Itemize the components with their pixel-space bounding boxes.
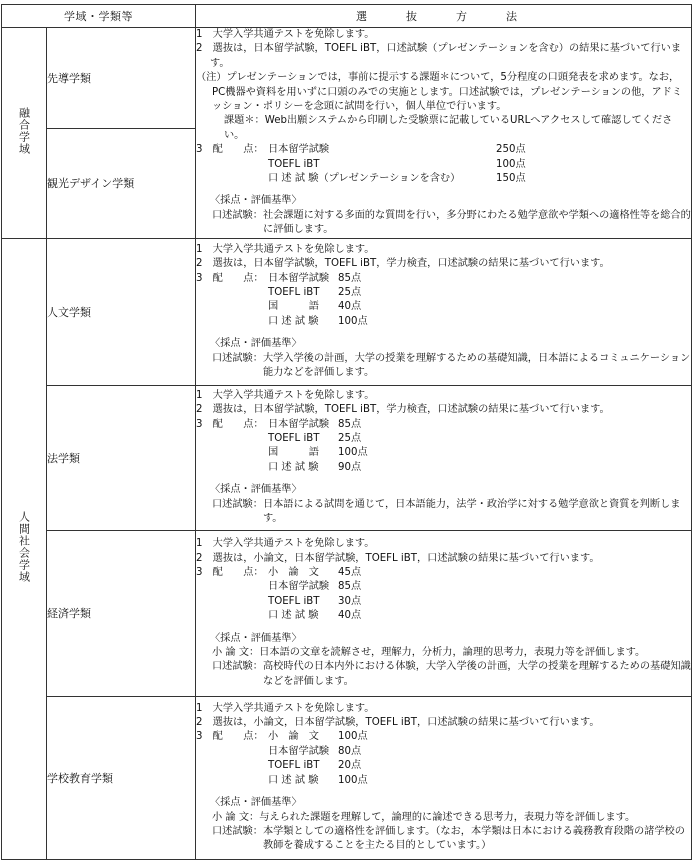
points-label: 3 配 点： xyxy=(196,731,264,743)
department-name: 学校教育学類 xyxy=(47,771,113,785)
points-name: 口 述 試 験 xyxy=(268,610,319,622)
criteria-key: 小 論 文： xyxy=(212,811,260,823)
points-row xyxy=(196,745,691,759)
method-cell-jinbun xyxy=(196,238,692,385)
criteria-row xyxy=(212,811,691,825)
method-note-task: 課題＊：Web出願システムから印刷した受験票に記載しているURLへアクセスして確認してください。 xyxy=(224,115,673,141)
method-item: 2 選抜は，日本留学試験，TOEFL iBT，口述試験（プレゼンテーションを含む）の結果に基づいて行います。 xyxy=(196,43,682,69)
points-row xyxy=(196,774,691,788)
criteria-row xyxy=(212,352,691,381)
criteria-row xyxy=(212,646,691,660)
points-name: 口 述 試 験 xyxy=(268,461,319,473)
method-cell-keizai xyxy=(196,530,692,696)
criteria-title: 〈採点・評価基準〉 xyxy=(210,484,302,496)
points-value: 100点 xyxy=(496,158,526,170)
points-value: 80点 xyxy=(338,745,362,757)
points-row xyxy=(196,272,691,286)
criteria-key: 口述試験： xyxy=(212,209,263,221)
criteria-title: 〈採点・評価基準〉 xyxy=(210,338,302,350)
points-name: TOEFL iBT xyxy=(268,287,320,299)
faculty-name: 人間社会学域 xyxy=(17,511,31,584)
points-row xyxy=(196,446,691,460)
method-item: 2 選抜は，日本留学試験，TOEFL iBT，学力検査，口述試験の結果に基づいて行います。 xyxy=(196,258,610,270)
criteria-list xyxy=(196,498,691,527)
points-value: 25点 xyxy=(338,287,362,299)
points-value: 30点 xyxy=(338,595,362,607)
method-item: 2 選抜は，日本留学試験，TOEFL iBT，学力検査，口述試験の結果に基づいて行います。 xyxy=(196,404,610,416)
method-item: 1 大学入学共通テストを免除します。 xyxy=(196,29,375,40)
criteria-title: 〈採点・評価基準〉 xyxy=(210,797,302,809)
method-cell-hogaku xyxy=(196,385,692,530)
points-row xyxy=(196,759,691,773)
faculty-name: 融合学域 xyxy=(17,107,31,156)
criteria-row xyxy=(212,209,691,238)
points-name: TOEFL iBT xyxy=(268,433,320,445)
points-value: 20点 xyxy=(338,760,362,772)
criteria-list xyxy=(196,352,691,381)
criteria-text: 日本語の文章を読解させ，理解力，分析力，論理的思考力，表現力等を評価します。 xyxy=(259,647,646,658)
criteria-key: 口述試験： xyxy=(212,498,263,510)
criteria-text: 本学類としての適格性を評価します。（なお，本学類は日本における義務教育段階の諸学校の教師を養成することを主たる目的としています。） xyxy=(262,825,685,852)
criteria-text: 日本語による試問を通じて，日本語能力，法学・政治学に対する勉学意欲と資質を判断します。 xyxy=(262,498,681,525)
points-row xyxy=(196,315,691,329)
method-note: （注）プレゼンテーションでは，事前に提示する課題＊について，5分程度の口頭発表を求めます。なお，PC機器や資料を用いずに口頭のみでの実施とします。口述試験では，プレゼンテーションの他，アドミッション・ポリシーを念頭に試問を行い，個人単位で行います。 xyxy=(196,72,683,113)
criteria-row xyxy=(212,498,691,527)
points-label: 3 配 点： xyxy=(196,566,264,578)
points-value: 25点 xyxy=(338,433,362,445)
department-name: 人文学類 xyxy=(47,305,91,319)
points-label: 3 配 点： xyxy=(196,144,264,156)
points-row xyxy=(196,432,691,446)
points-name: 日本留学試験 xyxy=(268,144,330,156)
points-name: 日本留学試験 xyxy=(268,418,330,430)
points-value: 85点 xyxy=(338,418,362,430)
method-item: 1 大学入学共通テストを免除します。 xyxy=(196,243,375,255)
table-row xyxy=(2,238,692,385)
criteria-title: 〈採点・評価基準〉 xyxy=(210,195,302,207)
points-name: 国 語 xyxy=(268,447,319,459)
method-item: 1 大学入学共通テストを免除します。 xyxy=(196,702,375,714)
table-row xyxy=(2,28,692,129)
criteria-text: 与えられた課題を理解して，論理的に論述できる思考力，表現力等を評価します。 xyxy=(259,811,636,823)
points-value: 250点 xyxy=(496,144,526,156)
table-row xyxy=(2,696,692,859)
points-row xyxy=(196,172,691,186)
points-name: 小 論 文 xyxy=(268,566,319,578)
criteria-list xyxy=(196,811,691,854)
criteria-row xyxy=(212,660,691,689)
method-cell-sendo xyxy=(196,28,692,239)
points-value: 100点 xyxy=(338,447,368,459)
points-row xyxy=(196,566,691,580)
points-name: 口 述 試 験（プレゼンテーションを含む） xyxy=(268,173,461,185)
table-row xyxy=(2,385,692,530)
criteria-row xyxy=(212,825,691,854)
points-value: 45点 xyxy=(338,566,362,578)
department-cell xyxy=(47,28,196,129)
points-name: 口 述 試 験 xyxy=(268,774,319,786)
points-name: 日本留学試験 xyxy=(268,745,330,757)
points-row xyxy=(196,286,691,300)
criteria-text: 社会課題に対する多面的な質問を行い，多分野にわたる勉学意欲や学類への適格性等を総合的に評価します。 xyxy=(262,209,691,236)
table-row xyxy=(2,530,692,696)
points-name: 日本留学試験 xyxy=(268,272,330,284)
points-name: TOEFL iBT xyxy=(268,158,320,170)
points-name: 日本留学試験 xyxy=(268,581,330,593)
method-item: 1 大学入学共通テストを免除します。 xyxy=(196,389,375,401)
points-row xyxy=(196,595,691,609)
selection-method-table xyxy=(1,4,692,860)
header-faculty: 学域・学類等 xyxy=(2,5,196,28)
points-row xyxy=(196,580,691,594)
points-value: 90点 xyxy=(338,461,362,473)
criteria-key: 口述試験： xyxy=(212,661,263,673)
criteria-key: 口述試験： xyxy=(212,825,263,837)
points-label: 3 配 点： xyxy=(196,272,264,284)
points-value: 100点 xyxy=(338,731,368,743)
points-value: 85点 xyxy=(338,581,362,593)
method-item: 1 大学入学共通テストを免除します。 xyxy=(196,538,375,550)
points-value: 150点 xyxy=(496,173,526,185)
header-method: 選 抜 方 法 xyxy=(196,5,692,28)
points-label: 3 配 点： xyxy=(196,418,264,430)
criteria-key: 小 論 文： xyxy=(212,647,260,658)
criteria-text: 高校時代の日本内外における体験，大学入学後の計画，大学の授業を理解するための基礎知識などを評価します。 xyxy=(262,661,691,687)
points-value: 100点 xyxy=(338,315,368,327)
faculty-cell-ningen xyxy=(2,238,47,859)
points-row xyxy=(196,609,691,623)
criteria-list xyxy=(196,646,691,689)
department-cell xyxy=(47,128,196,238)
method-cell-gakko xyxy=(196,696,692,859)
points-value: 40点 xyxy=(338,610,362,622)
criteria-key: 口述試験： xyxy=(212,352,263,364)
method-item: 2 選抜は，小論文，日本留学試験，TOEFL iBT，口述試験の結果に基づいて行います。 xyxy=(196,717,600,729)
table-header-row xyxy=(2,5,692,28)
points-name: TOEFL iBT xyxy=(268,595,320,607)
faculty-cell-yugo xyxy=(2,28,47,239)
points-row xyxy=(196,143,691,157)
points-value: 40点 xyxy=(338,301,362,313)
points-row xyxy=(196,730,691,744)
points-name: TOEFL iBT xyxy=(268,760,320,772)
points-name: 国 語 xyxy=(268,301,319,313)
department-name: 観光デザイン学類 xyxy=(47,177,135,191)
points-row xyxy=(196,418,691,432)
points-name: 口 述 試 験 xyxy=(268,315,319,327)
points-value: 100点 xyxy=(338,774,368,786)
criteria-title: 〈採点・評価基準〉 xyxy=(210,632,302,644)
department-cell xyxy=(47,385,196,530)
department-name: 経済学類 xyxy=(47,607,91,621)
points-value: 85点 xyxy=(338,272,362,284)
criteria-list xyxy=(196,209,691,238)
department-name: 法学類 xyxy=(47,451,80,465)
points-row xyxy=(196,158,691,172)
department-cell xyxy=(47,530,196,696)
method-item: 2 選抜は，小論文，日本留学試験，TOEFL iBT，口述試験の結果に基づいて行います。 xyxy=(196,552,600,564)
department-cell xyxy=(47,696,196,859)
department-name: 先導学類 xyxy=(47,71,91,85)
points-row xyxy=(196,461,691,475)
criteria-text: 大学入学後の計画，大学の授業を理解するための基礎知識，日本語によるコミュニケーション能力などを評価します。 xyxy=(262,352,691,379)
points-row xyxy=(196,300,691,314)
department-cell xyxy=(47,238,196,385)
points-name: 小 論 文 xyxy=(268,731,319,743)
